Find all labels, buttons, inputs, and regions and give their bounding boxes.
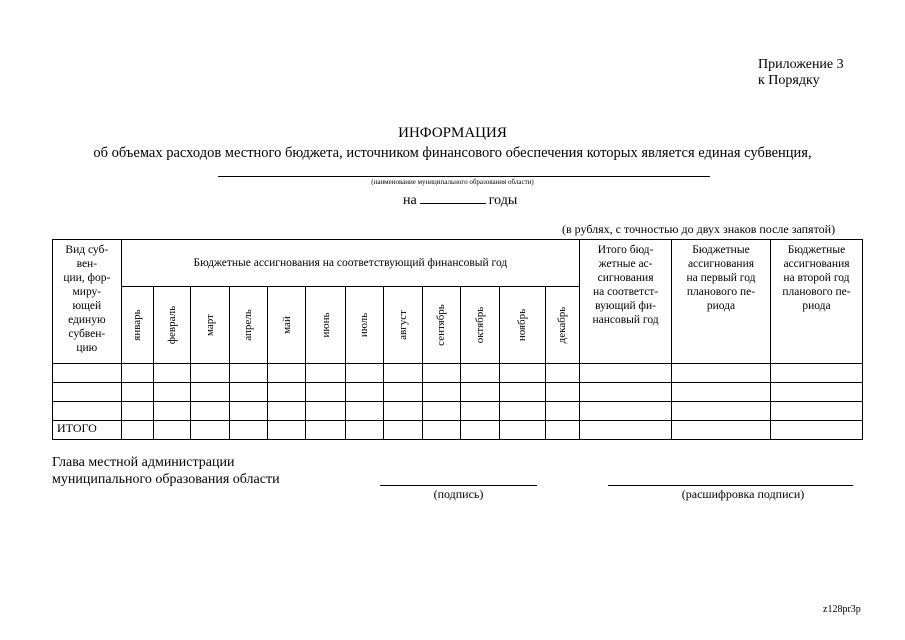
table-cell[interactable]	[306, 383, 345, 402]
month-header-august	[384, 286, 422, 364]
col-header-total-assignments: Итого бюд- жетные ас- сигнования на соответст- вующий фи- нансовый год	[580, 240, 672, 364]
table-cell[interactable]	[545, 364, 579, 383]
table-cell[interactable]	[268, 402, 306, 421]
table-cell[interactable]	[580, 383, 672, 402]
table-cell[interactable]	[460, 402, 499, 421]
year-suffix: годы	[488, 193, 518, 208]
table-cell[interactable]	[191, 383, 229, 402]
table-cell[interactable]	[191, 421, 229, 440]
table-cell[interactable]	[345, 383, 383, 402]
table-cell[interactable]	[345, 402, 383, 421]
table-cell[interactable]	[345, 364, 383, 383]
month-label: апрель	[242, 308, 255, 341]
table-cell[interactable]	[153, 364, 190, 383]
month-label: февраль	[166, 305, 179, 344]
signatory-title	[52, 454, 280, 488]
table-cell[interactable]	[580, 421, 672, 440]
decoding-label: (расшифровка подписи)	[681, 487, 805, 501]
table-cell[interactable]	[306, 402, 345, 421]
month-header-october	[460, 286, 499, 364]
table-cell[interactable]	[153, 383, 190, 402]
month-header-november	[500, 286, 545, 364]
table-cell[interactable]	[422, 364, 460, 383]
table-cell[interactable]	[580, 364, 672, 383]
table-row	[53, 402, 863, 421]
month-label: сентябрь	[435, 303, 448, 346]
table-cell[interactable]	[672, 421, 771, 440]
table-row	[53, 364, 863, 383]
table-cell[interactable]	[545, 383, 579, 402]
table-cell[interactable]	[384, 421, 422, 440]
month-header-december	[545, 286, 579, 364]
table-cell[interactable]	[306, 364, 345, 383]
table-row	[53, 383, 863, 402]
month-label: октябрь	[474, 306, 487, 344]
month-label: ноябрь	[516, 308, 529, 341]
month-header-february	[153, 286, 190, 364]
month-label: май	[280, 315, 293, 334]
table-cell[interactable]	[53, 383, 122, 402]
table-cell[interactable]	[770, 421, 862, 440]
table-cell[interactable]	[268, 421, 306, 440]
signature-line	[380, 485, 537, 486]
month-header-january	[121, 286, 153, 364]
appendix-number: Приложение 3	[758, 57, 844, 72]
table-cell[interactable]	[53, 402, 122, 421]
col-header-first-plan-year: Бюджетные ассигнования на первый год планового пе- риода	[672, 240, 771, 364]
appendix-reference	[758, 57, 844, 89]
table-cell[interactable]	[384, 364, 422, 383]
table-cell[interactable]	[422, 402, 460, 421]
document-subtitle: об объемах расходов местного бюджета, источником финансового обеспечения которых является единая субвенция,	[93, 145, 812, 161]
municipality-blank-line	[218, 176, 710, 177]
month-label: август	[396, 309, 409, 340]
units-note: (в рублях, с точностью до двух знаков после запятой)	[562, 222, 836, 236]
month-header-april	[229, 286, 267, 364]
signature-label: (подпись)	[433, 487, 484, 501]
document-code: z128pr3p	[823, 604, 861, 615]
appendix-order: к Порядку	[758, 73, 820, 88]
table-cell[interactable]	[229, 383, 267, 402]
table-cell[interactable]	[384, 383, 422, 402]
budget-table	[52, 239, 863, 440]
municipality-hint: (наименование муниципального образования области)	[371, 178, 534, 186]
month-header-may	[268, 286, 306, 364]
table-cell[interactable]	[770, 402, 862, 421]
table-cell[interactable]	[191, 364, 229, 383]
month-label: март	[204, 313, 216, 336]
month-header-september	[422, 286, 460, 364]
table-cell[interactable]	[121, 421, 153, 440]
table-cell[interactable]	[500, 364, 545, 383]
signatory-line-1: Глава местной администрации	[52, 455, 235, 470]
table-cell[interactable]	[672, 364, 771, 383]
year-prefix: на	[403, 193, 417, 208]
month-label: декабрь	[556, 306, 569, 344]
year-row	[403, 190, 517, 209]
table-cell[interactable]	[672, 383, 771, 402]
table-cell[interactable]	[268, 383, 306, 402]
col-header-second-plan-year: Бюджетные ассигнования на второй год планового пе- риода	[770, 240, 862, 364]
table-cell[interactable]	[770, 364, 862, 383]
document-title: ИНФОРМАЦИЯ	[398, 125, 507, 141]
signatory-line-2: муниципального образования области	[52, 472, 280, 487]
table-cell[interactable]	[545, 402, 579, 421]
table-cell[interactable]	[306, 421, 345, 440]
table-cell[interactable]	[153, 402, 190, 421]
month-header-july	[345, 286, 383, 364]
table-cell[interactable]	[153, 421, 190, 440]
table-cell[interactable]	[121, 402, 153, 421]
table-cell[interactable]	[770, 383, 862, 402]
table-cell[interactable]	[460, 383, 499, 402]
table-cell[interactable]	[229, 402, 267, 421]
col-header-assignments: Бюджетные ассигнования на соответствующий финансовый год	[121, 240, 579, 287]
table-cell[interactable]	[460, 421, 499, 440]
year-blank-line	[420, 190, 486, 204]
table-cell[interactable]	[345, 421, 383, 440]
table-cell[interactable]	[191, 402, 229, 421]
month-header-june	[306, 286, 345, 364]
table-cell[interactable]	[672, 402, 771, 421]
month-header-march	[191, 286, 229, 364]
table-cell[interactable]	[460, 364, 499, 383]
table-cell[interactable]	[500, 402, 545, 421]
table-cell[interactable]	[545, 421, 579, 440]
table-cell[interactable]	[500, 421, 545, 440]
table-cell[interactable]	[422, 383, 460, 402]
col-header-subvention-type: Вид суб- вен- ции, фор- миру- ющей единую субвен- цию	[53, 240, 122, 364]
table-cell[interactable]	[53, 364, 122, 383]
table-cell[interactable]	[500, 383, 545, 402]
table-row-total	[53, 421, 863, 440]
table-cell[interactable]	[268, 364, 306, 383]
table-cell[interactable]	[121, 364, 153, 383]
month-label: июль	[358, 312, 371, 337]
table-cell[interactable]	[229, 421, 267, 440]
month-label: июнь	[319, 312, 332, 338]
decoding-line	[608, 485, 853, 486]
total-row-label: ИТОГО	[53, 421, 122, 440]
month-label: январь	[131, 309, 144, 341]
table-cell[interactable]	[580, 402, 672, 421]
table-cell[interactable]	[422, 421, 460, 440]
table-cell[interactable]	[229, 364, 267, 383]
table-cell[interactable]	[384, 402, 422, 421]
table-cell[interactable]	[121, 383, 153, 402]
